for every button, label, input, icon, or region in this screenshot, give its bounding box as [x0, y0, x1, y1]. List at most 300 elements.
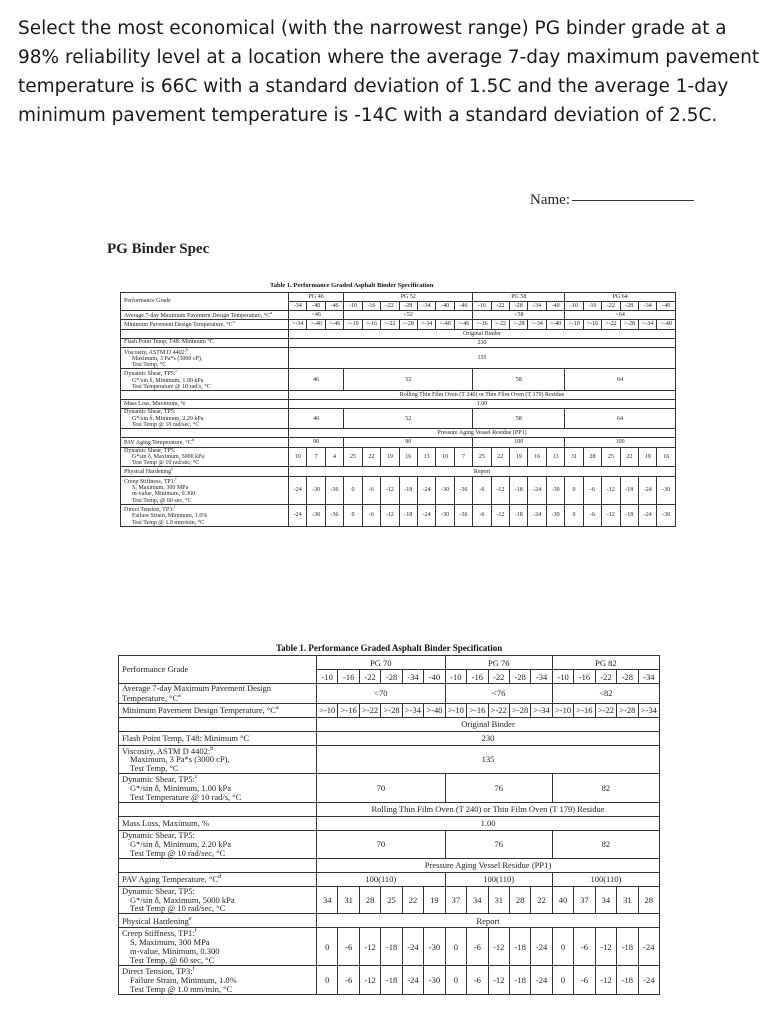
direct-tension-value: -24 — [417, 504, 435, 526]
section-original-binder: Original Binder — [289, 329, 676, 338]
direct-tension-value: -12 — [602, 504, 620, 526]
min-temp-value: >-40 — [307, 320, 325, 329]
footnote-marker: e — [171, 466, 174, 472]
creep-value: -18 — [510, 476, 528, 504]
footnote-marker: b — [186, 347, 189, 352]
creep-label-text: Creep Stiffness, TP1: — [124, 478, 176, 485]
grade-cell: -34 — [402, 670, 423, 684]
creep-value: -12 — [595, 928, 616, 966]
creep-label — [119, 928, 317, 966]
grade-cell: -28 — [399, 302, 417, 311]
direct-tension-value: 0 — [552, 965, 573, 994]
dsr-sub-text: Test Temp @ 10 rad/sec, °C — [130, 847, 226, 858]
dsr-pav-value: 25 — [602, 447, 620, 467]
physical-hardening-label — [121, 467, 289, 476]
creep-value: -30 — [657, 476, 676, 504]
dsr-pav-value: 19 — [424, 886, 445, 914]
viscosity-row — [121, 347, 676, 369]
direct-tension-value: -12 — [488, 965, 509, 994]
min-temp-value: >-22 — [359, 703, 380, 717]
direct-tension-row — [121, 504, 676, 526]
max-temp-value: <52 — [344, 311, 473, 320]
grade-cell: -46 — [454, 302, 472, 311]
grade-cell: -22 — [595, 670, 616, 684]
direct-tension-value: -24 — [528, 504, 546, 526]
min-temp-value: >-28 — [510, 320, 528, 329]
creep-value: -18 — [509, 928, 530, 966]
flash-row — [119, 731, 660, 745]
creep-value: -12 — [602, 476, 620, 504]
dsr-original-value: 64 — [565, 369, 676, 391]
blank-cell — [119, 858, 317, 872]
physical-hardening-text: Physical Hardening — [124, 469, 172, 476]
grade-cell: -22 — [602, 302, 620, 311]
direct-tension-label-text: Direct Tension, TP3: — [124, 506, 174, 513]
min-temp-value: >-28 — [509, 703, 530, 717]
mass-loss-label: Mass Loss, Maximum, % — [121, 400, 289, 409]
dsr-rtfo-value: 64 — [565, 409, 676, 429]
creep-value: 0 — [445, 928, 466, 966]
min-temp-label — [121, 320, 289, 329]
dsr-pav-value: 22 — [491, 447, 509, 467]
viscosity-label — [119, 745, 317, 774]
creep-value: -18 — [617, 928, 638, 966]
creep-value: -6 — [583, 476, 601, 504]
creep-label — [121, 476, 289, 504]
grade-cell: -40 — [546, 302, 564, 311]
creep-value: -18 — [381, 928, 402, 966]
direct-tension-value: -30 — [546, 504, 564, 526]
direct-tension-value: -24 — [289, 504, 307, 526]
dsr-original-row — [119, 774, 660, 803]
mass-loss-value: 1.00 — [289, 400, 676, 409]
grade-cell: -46 — [325, 302, 343, 311]
grade-cell: -10 — [317, 670, 338, 684]
creep-value: -30 — [436, 476, 454, 504]
grade-group-row — [119, 656, 660, 670]
pav-temp-row — [119, 872, 660, 886]
min-temp-row — [119, 703, 660, 717]
min-temp-value: >-16 — [473, 320, 491, 329]
dsr-pav-value: 7 — [454, 447, 472, 467]
section-row — [121, 391, 676, 400]
max-temp-row — [119, 684, 660, 704]
creep-value: -24 — [289, 476, 307, 504]
name-label: Name: — [530, 192, 570, 208]
min-temp-value: >-22 — [491, 320, 509, 329]
section-row — [119, 858, 660, 872]
min-temp-value: >-10 — [552, 703, 573, 717]
dsr-label-text: Dynamic Shear, TP5: — [122, 774, 195, 785]
grade-cell: -28 — [510, 302, 528, 311]
min-temp-value: >-46 — [454, 320, 472, 329]
direct-tension-value: -12 — [359, 965, 380, 994]
dsr-pav-value: 16 — [657, 447, 676, 467]
pav-temp-value: 100 — [565, 438, 676, 447]
direct-tension-value: -18 — [399, 504, 417, 526]
max-temp-value: <64 — [565, 311, 676, 320]
dsr-pav-value: 4 — [325, 447, 343, 467]
dsr-label-text: Dynamic Shear, TP5: — [124, 447, 176, 454]
viscosity-sub-text: Test Temp, °C — [130, 763, 179, 774]
creep-sub-text: m-value, Minimum, 0.300 — [130, 946, 220, 957]
physical-hardening-row — [119, 914, 660, 928]
direct-tension-value: 0 — [317, 965, 338, 994]
dsr-pav-label — [119, 886, 317, 914]
max-temp-row — [121, 311, 676, 320]
creep-value: -24 — [639, 476, 657, 504]
creep-value: -36 — [454, 476, 472, 504]
mass-loss-row — [121, 400, 676, 409]
dsr-rtfo-row — [119, 830, 660, 858]
dsr-rtfo-value: 58 — [473, 409, 565, 429]
creep-value: -6 — [338, 928, 359, 966]
direct-tension-value: -6 — [473, 504, 491, 526]
dsr-original-value: 70 — [317, 774, 446, 803]
blank-cell — [119, 717, 317, 731]
dsr-sub-text: G*sin δ, Maximum, 5000 kPa — [132, 453, 205, 460]
creep-value: 0 — [552, 928, 573, 966]
direct-tension-value: -30 — [657, 504, 676, 526]
grade-cell: -28 — [381, 670, 402, 684]
footnote-marker: a — [178, 692, 181, 699]
dsr-original-label — [121, 369, 289, 391]
dsr-pav-row — [121, 447, 676, 467]
section-row — [119, 802, 660, 816]
grade-group: PG 58 — [473, 293, 565, 302]
dsr-label-text: Dynamic Shear, TP5: — [122, 830, 195, 840]
section-row — [121, 329, 676, 338]
direct-tension-value: -30 — [307, 504, 325, 526]
min-temp-value: >-16 — [338, 703, 359, 717]
creep-value: -12 — [488, 928, 509, 966]
direct-tension-sub-text: Failure Strain, Minimum, 1.0% — [130, 974, 237, 985]
creep-value: -30 — [307, 476, 325, 504]
pav-label-text: PAV Aging Temperature, °C — [124, 440, 192, 447]
grade-group: PG 82 — [552, 656, 659, 670]
grade-group-row — [121, 293, 676, 302]
mass-loss-value: 1.00 — [317, 816, 660, 830]
grade-cell: -40 — [424, 670, 445, 684]
dsr-sub-text: G*/sin δ, Minimum, 1.00 kPa — [130, 783, 232, 794]
direct-tension-value: -24 — [638, 965, 659, 994]
direct-tension-value: -24 — [402, 965, 423, 994]
dsr-label-text: Dynamic Shear, TP5: — [124, 409, 176, 416]
pav-temp-value: 100 — [473, 438, 565, 447]
direct-tension-sub-text: Test Temp @ 1.0 mm/min, °C — [130, 983, 233, 994]
dsr-pav-value: 34 — [467, 886, 488, 914]
direct-tension-value: -12 — [491, 504, 509, 526]
pav-temp-label — [121, 438, 289, 447]
physical-hardening-text: Physical Hardening — [122, 915, 189, 926]
creep-value: 0 — [317, 928, 338, 966]
dsr-pav-value: 40 — [552, 886, 573, 914]
footnote-marker: e — [188, 916, 192, 923]
creep-value: -12 — [491, 476, 509, 504]
grade-cell: -34 — [531, 670, 552, 684]
performance-grade-header: Performance Grade — [119, 656, 317, 684]
table1-caption: Table 1. Performance Graded Asphalt Binder Specification — [270, 282, 434, 289]
direct-tension-value: -12 — [381, 504, 399, 526]
min-temp-value: >-40 — [424, 703, 445, 717]
grade-cell: -34 — [639, 302, 657, 311]
dsr-sub-text: G*/sin δ, Minimum, 2.20 kPa — [130, 838, 232, 849]
creep-value: -30 — [424, 928, 445, 966]
dsr-pav-value: 25 — [473, 447, 491, 467]
grade-group: PG 52 — [344, 293, 473, 302]
direct-tension-value: -18 — [381, 965, 402, 994]
dsr-pav-label — [121, 447, 289, 467]
min-temp-value: >-28 — [620, 320, 638, 329]
pav-temp-value: 100(110) — [317, 872, 446, 886]
dsr-pav-value: 13 — [546, 447, 564, 467]
creep-value: 0 — [565, 476, 583, 504]
max-temp-value: <82 — [552, 684, 659, 704]
min-temp-value: >-16 — [467, 703, 488, 717]
physical-hardening-value: Report — [317, 914, 660, 928]
dsr-pav-value: 7 — [307, 447, 325, 467]
creep-value: -24 — [531, 928, 552, 966]
min-temp-value: >-34 — [531, 703, 552, 717]
direct-tension-value: -6 — [467, 965, 488, 994]
grade-group: PG 70 — [317, 656, 446, 670]
dsr-pav-value: 37 — [445, 886, 466, 914]
viscosity-value: 135 — [289, 347, 676, 369]
direct-tension-value: 0 — [344, 504, 362, 526]
section-pav: Pressure Aging Vessel Residue (PP1) — [317, 858, 660, 872]
footnote-marker: b — [210, 745, 214, 752]
blank-cell — [121, 429, 289, 438]
physical-hardening-value: Report — [289, 467, 676, 476]
grade-cell: -34 — [638, 670, 659, 684]
flash-point-value: 230 — [289, 338, 676, 347]
viscosity-sub-text: Maximum, 3 Pa*s (3000 cP), — [130, 754, 230, 765]
viscosity-sub-text: Maximum, 3 Pa*s (3000 cP), — [132, 355, 203, 362]
section-rtfo: Rolling Thin Film Oven (T 240) or Thin Film Oven (T 179) Residue — [317, 802, 660, 816]
dsr-original-value: 76 — [445, 774, 552, 803]
grade-cell: -28 — [620, 302, 638, 311]
footnote-marker: a — [275, 705, 279, 712]
direct-tension-sub-text: Test Temp @ 1.0 mm/min, °C — [132, 519, 205, 526]
direct-tension-value: -12 — [595, 965, 616, 994]
direct-tension-value: 0 — [445, 965, 466, 994]
dsr-pav-value: 13 — [417, 447, 435, 467]
grade-cell: -10 — [552, 670, 573, 684]
direct-tension-value: -6 — [362, 504, 380, 526]
grade-cell: -28 — [617, 670, 638, 684]
dsr-original-value: 46 — [289, 369, 344, 391]
dsr-rtfo-label — [121, 409, 289, 429]
min-temp-value: >-46 — [325, 320, 343, 329]
section-original-binder: Original Binder — [317, 717, 660, 731]
dsr-original-row — [121, 369, 676, 391]
min-temp-value: >-34 — [417, 320, 435, 329]
dsr-pav-value: 31 — [565, 447, 583, 467]
min-temp-value: >-40 — [657, 320, 676, 329]
dsr-pav-value: 22 — [620, 447, 638, 467]
section-row — [119, 717, 660, 731]
min-temp-value: >-16 — [362, 320, 380, 329]
grade-cell: -22 — [488, 670, 509, 684]
direct-tension-value: -6 — [574, 965, 595, 994]
max-temp-label-text: Average 7-day Maximum Pavement Design Temperature, °C — [122, 683, 272, 703]
max-temp-value: <70 — [317, 684, 446, 704]
grade-cell: -34 — [289, 302, 307, 311]
dsr-pav-value: 16 — [528, 447, 546, 467]
section-rtfo: Rolling Thin Film Oven (T 240) or Thin Film Oven (T 179) Residue — [289, 391, 676, 400]
direct-tension-value: -36 — [325, 504, 343, 526]
grade-group: PG 64 — [565, 293, 676, 302]
grade-group: PG 46 — [289, 293, 344, 302]
min-temp-value: >-22 — [381, 320, 399, 329]
performance-grade-header: Performance Grade — [121, 293, 289, 311]
grade-cell: -16 — [338, 670, 359, 684]
creep-value: -12 — [359, 928, 380, 966]
footnote-marker: a — [232, 319, 235, 325]
creep-value: -6 — [473, 476, 491, 504]
direct-tension-row — [119, 965, 660, 994]
direct-tension-value: -6 — [583, 504, 601, 526]
physical-hardening-row — [121, 467, 676, 476]
pav-label-text: PAV Aging Temperature, °C — [122, 874, 218, 885]
min-temp-row — [121, 320, 676, 329]
dsr-sub-text: Test Temp @ 10 rad/sec, °C — [130, 903, 226, 914]
grade-cell: -16 — [583, 302, 601, 311]
dsr-sub-text: Test Temperature @ 10 rad/s, °C — [132, 384, 211, 391]
dsr-rtfo-value: 52 — [344, 409, 473, 429]
table2-caption: Table 1. Performance Graded Asphalt Binder Specification — [276, 643, 503, 653]
grade-cell: -40 — [657, 302, 676, 311]
dsr-pav-value: 28 — [509, 886, 530, 914]
pav-temp-value: 100(110) — [552, 872, 659, 886]
grade-cell: -16 — [362, 302, 380, 311]
pav-temp-value: 90 — [289, 438, 344, 447]
max-temp-value: <58 — [473, 311, 565, 320]
footnote-marker: d — [218, 874, 221, 881]
dsr-rtfo-value: 76 — [445, 830, 552, 858]
min-temp-value: >-10 — [565, 320, 583, 329]
section-row — [121, 429, 676, 438]
dsr-pav-value: 34 — [317, 886, 338, 914]
dsr-pav-value: 37 — [574, 886, 595, 914]
flash-point-label: Flash Point Temp, T48: Minimum °C — [121, 338, 289, 347]
min-temp-value: >-28 — [381, 703, 402, 717]
grade-group: PG 76 — [445, 656, 552, 670]
pav-temp-row — [121, 438, 676, 447]
creep-value: -30 — [546, 476, 564, 504]
creep-sub-text: Test Temp, @ 60 sec, °C — [132, 497, 192, 504]
dsr-pav-row — [119, 886, 660, 914]
direct-tension-value: -24 — [639, 504, 657, 526]
max-temp-label — [121, 311, 289, 320]
creep-value: -24 — [402, 928, 423, 966]
pav-temp-label — [119, 872, 317, 886]
viscosity-sub-text: Test Temp, °C — [132, 362, 167, 369]
min-temp-label-text: Minimum Pavement Design Temperature, °C — [124, 322, 233, 329]
grade-cell: -40 — [436, 302, 454, 311]
flash-point-label: Flash Point Temp, T48: Minimum °C — [119, 731, 317, 745]
creep-sub-text: m-value, Minimum, 0.300 — [132, 491, 196, 498]
dsr-rtfo-value: 46 — [289, 409, 344, 429]
section-pav: Pressure Aging Vessel Residue (PP1) — [289, 429, 676, 438]
min-temp-value: >-40 — [436, 320, 454, 329]
min-temp-label — [119, 703, 317, 717]
direct-tension-value: -24 — [531, 965, 552, 994]
max-temp-label — [119, 684, 317, 704]
pav-temp-value: 100(110) — [445, 872, 552, 886]
min-temp-value: >-34 — [638, 703, 659, 717]
min-temp-value: >-28 — [617, 703, 638, 717]
dsr-pav-value: 22 — [531, 886, 552, 914]
dsr-pav-value: 31 — [488, 886, 509, 914]
creep-sub-text: S, Maximum, 300 MPa — [130, 937, 210, 948]
min-temp-value: >-34 — [289, 320, 307, 329]
grade-cell: -28 — [509, 670, 530, 684]
flash-row — [121, 338, 676, 347]
grade-cell: -10 — [344, 302, 362, 311]
dsr-pav-value: 16 — [399, 447, 417, 467]
creep-value: -24 — [638, 928, 659, 966]
grade-cell: -34 — [528, 302, 546, 311]
max-temp-label-text: Average 7-day Maximum Pavement Design Temperature, °C — [124, 313, 271, 319]
name-blank-line — [572, 200, 694, 201]
viscosity-value: 135 — [317, 745, 660, 774]
creep-value: -24 — [528, 476, 546, 504]
min-temp-value: >-10 — [317, 703, 338, 717]
grade-cell: -22 — [359, 670, 380, 684]
name-field — [530, 192, 694, 209]
direct-tension-value: -6 — [338, 965, 359, 994]
creep-row — [119, 928, 660, 966]
min-temp-value: >-40 — [546, 320, 564, 329]
footnote-marker: c — [194, 774, 198, 781]
footnote-marker: f — [173, 504, 176, 509]
viscosity-label — [121, 347, 289, 369]
min-temp-value: >-34 — [528, 320, 546, 329]
grade-cell: -10 — [565, 302, 583, 311]
mass-loss-label: Mass Loss, Maximum, % — [119, 816, 317, 830]
dsr-label-text: Dynamic Shear, TP5: — [124, 371, 176, 378]
creep-row — [121, 476, 676, 504]
grade-cell: -16 — [574, 670, 595, 684]
direct-tension-label — [121, 504, 289, 526]
dsr-rtfo-value: 70 — [317, 830, 446, 858]
direct-tension-value: -18 — [510, 504, 528, 526]
viscosity-label-text: Viscosity, ASTM D 4402: — [124, 349, 187, 356]
footnote-marker: d — [191, 437, 194, 443]
min-temp-value: >-22 — [595, 703, 616, 717]
dsr-original-value: 58 — [473, 369, 565, 391]
dsr-sub-text: Test Temp @ 10 rad/sec, °C — [132, 460, 200, 467]
grade-cell: -34 — [417, 302, 435, 311]
blank-cell — [121, 391, 289, 400]
dsr-sub-text: Test Temperature @ 10 rad/s, °C — [130, 791, 242, 802]
physical-hardening-label — [119, 914, 317, 928]
creep-sub-text: Test Temp, @ 60 sec, °C — [130, 954, 215, 965]
direct-tension-sub-text: Failure Strain, Minimum, 1.0% — [132, 513, 208, 520]
direct-tension-value: 0 — [565, 504, 583, 526]
blank-cell — [119, 802, 317, 816]
min-temp-value: >-34 — [639, 320, 657, 329]
min-temp-value: >-10 — [344, 320, 362, 329]
creep-value: 0 — [344, 476, 362, 504]
grade-cell: -16 — [467, 670, 488, 684]
viscosity-label-text: Viscosity, ASTM D 4402: — [122, 745, 211, 756]
min-temp-value: >-22 — [488, 703, 509, 717]
creep-value: -6 — [574, 928, 595, 966]
dsr-pav-value: 19 — [381, 447, 399, 467]
dsr-original-label — [119, 774, 317, 803]
